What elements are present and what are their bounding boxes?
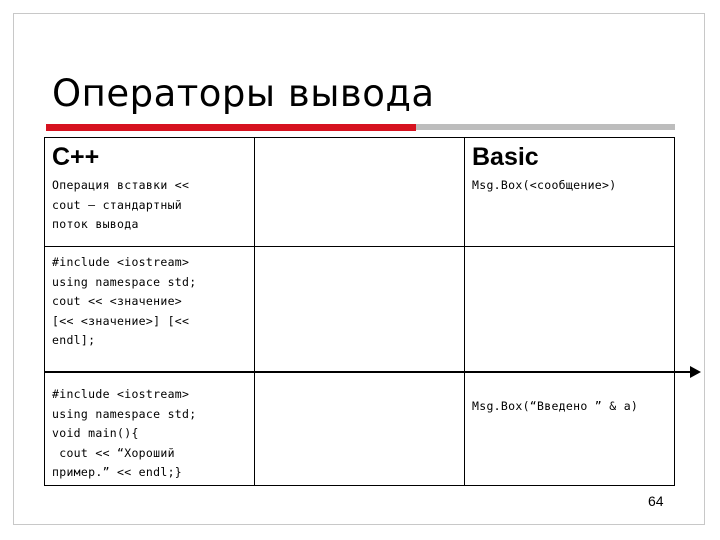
basic-row1-text: Msg.Box(<сообщение>)	[472, 178, 617, 192]
basic-row3-code: Msg.Box(“Введено ” & a)	[472, 399, 639, 413]
title-underline-accent	[46, 124, 416, 131]
table-divider-arrow-line	[44, 371, 694, 373]
table-divider-vertical-left	[254, 137, 255, 486]
slide-title: Операторы вывода	[52, 72, 435, 115]
cpp-row3-code: #include <iostream> using namespace std; void main(){ cout << “Хороший пример.” << endl;}	[52, 387, 197, 479]
cpp-row1-text: Операция вставки << cout – стандартный поток вывода	[52, 178, 190, 231]
table-divider-horizontal-1	[44, 246, 675, 247]
title-underline-gray	[416, 124, 675, 130]
table-divider-vertical-right	[464, 137, 465, 486]
arrow-head-icon	[690, 366, 701, 378]
basic-column-header: Basic	[472, 143, 539, 171]
cpp-column-header: C++	[52, 143, 100, 171]
cpp-row2-code: #include <iostream> using namespace std; cout << <значение> [<< <значение>] [<< endl];	[52, 255, 197, 347]
page-number: 64	[648, 493, 664, 509]
